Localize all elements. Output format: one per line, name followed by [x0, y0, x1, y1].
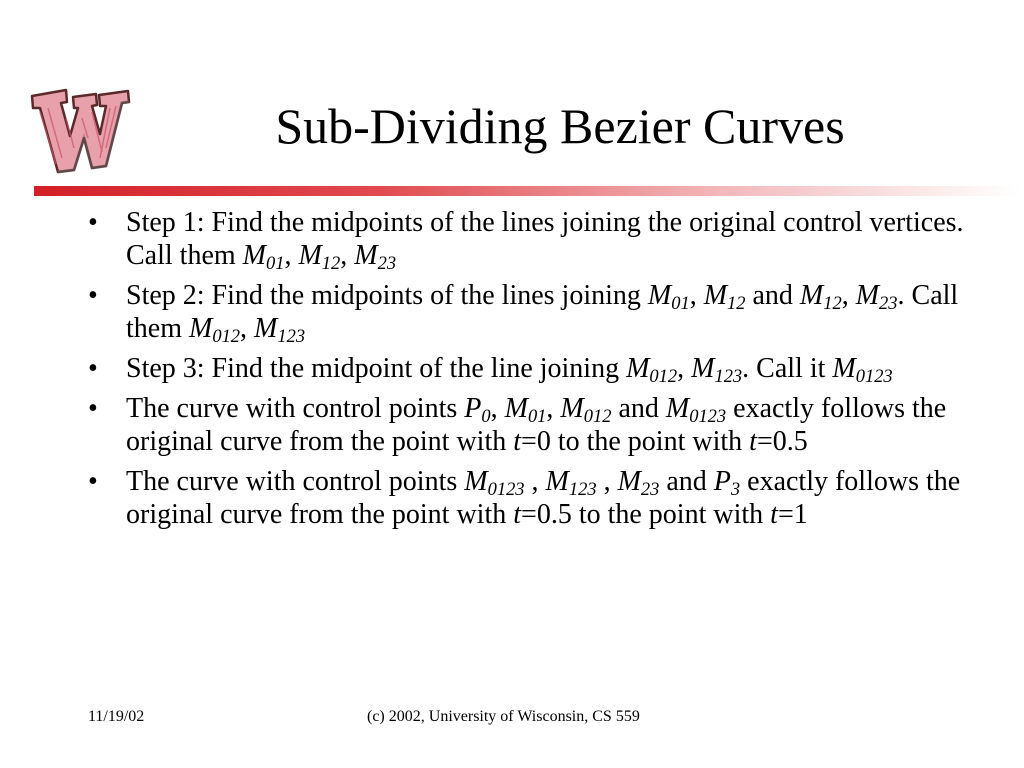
text-run: =0.5 [756, 426, 808, 457]
bullet-item [88, 206, 968, 272]
math-variable: M [855, 280, 880, 311]
text-run: The curve with control points [126, 466, 465, 497]
text-run: , [546, 393, 561, 424]
text-run: =0.5 to the point with [521, 499, 771, 530]
math-subscript: 012 [649, 366, 678, 387]
math-variable: M [560, 393, 584, 424]
math-variable: M [617, 466, 641, 497]
text-run: The curve with control points [126, 393, 465, 424]
math-subscript: 12 [727, 293, 746, 314]
math-variable: M [626, 353, 650, 384]
math-variable: M [354, 240, 378, 271]
math-variable: M [545, 466, 569, 497]
footer-copyright: (c) 2002, University of Wisconsin, CS 559 [367, 708, 640, 725]
math-variable: M [691, 353, 715, 384]
text-run: Step 2: Find the midpoints of the lines joining [126, 280, 648, 311]
slide-title: Sub-Dividing Bezier Curves [275, 98, 845, 154]
bullet-text [126, 466, 960, 530]
math-subscript: 123 [568, 479, 597, 500]
math-variable: M [799, 280, 824, 311]
bullet-marker: • [88, 393, 98, 424]
math-subscript: 01 [527, 406, 547, 427]
text-run: exactly follows the original curve from the point with [126, 393, 947, 457]
math-subscript: 23 [377, 253, 397, 274]
bullet-text [126, 280, 959, 347]
math-subscript: 012 [212, 326, 241, 347]
bullet-marker: • [88, 353, 98, 384]
bullet-marker: • [88, 280, 98, 311]
text-run: , [240, 313, 255, 344]
math-subscript: 23 [640, 479, 660, 500]
text-run: Step 1: Find the midpoints of the lines joining the original control vertices. Call them [126, 207, 964, 271]
bullet-item [88, 279, 968, 345]
math-variable: t [770, 499, 778, 530]
bullet-text [126, 393, 946, 457]
bullet-item [88, 465, 968, 531]
footer-date: 11/19/02 [88, 708, 145, 725]
math-variable: M [242, 240, 266, 271]
bullet-item [88, 352, 968, 385]
bullet-marker: • [88, 207, 98, 238]
math-subscript: 123 [714, 366, 743, 387]
math-subscript: 01 [671, 293, 690, 314]
math-variable: M [647, 280, 672, 311]
title-divider [34, 186, 1020, 196]
text-run: . Call them [126, 280, 959, 344]
text-run: . Call it [742, 353, 833, 384]
bullet-item [88, 392, 968, 458]
math-variable: M [464, 466, 488, 497]
math-subscript: 0 [481, 406, 491, 427]
text-run: exactly follows the original curve from the point with [126, 466, 961, 530]
math-variable: P [464, 393, 482, 424]
text-run: , [490, 393, 505, 424]
math-variable: M [298, 240, 322, 271]
text-run: Step 3: Find the midpoint of the line joining [126, 353, 627, 384]
text-run: , [841, 280, 856, 311]
bullet-text [126, 207, 964, 274]
text-run: , [677, 353, 692, 384]
math-subscript: 012 [583, 406, 612, 427]
math-subscript: 12 [823, 293, 842, 314]
text-run: and [745, 280, 800, 311]
math-subscript: 0123 [689, 406, 727, 427]
text-run: =0 to the point with [521, 426, 750, 457]
math-variable: t [513, 426, 522, 457]
text-run: and [611, 393, 666, 424]
bullet-list [88, 206, 968, 538]
wisconsin-w-logo-icon [26, 78, 134, 182]
math-variable: M [504, 393, 528, 424]
math-subscript: 23 [879, 293, 898, 314]
text-run: , [524, 466, 546, 497]
text-run: and [659, 466, 714, 497]
text-run: , [596, 466, 618, 497]
math-subscript: 0123 [487, 479, 525, 500]
math-subscript: 0123 [855, 366, 893, 387]
text-run: , [284, 240, 299, 271]
math-subscript: 01 [265, 253, 285, 274]
math-subscript: 123 [277, 326, 306, 347]
bullet-marker: • [88, 466, 98, 497]
math-variable: t [749, 426, 757, 457]
math-variable: M [254, 313, 278, 344]
text-run: =1 [777, 499, 808, 530]
math-variable: M [703, 280, 728, 311]
math-variable: M [832, 353, 856, 384]
text-run: , [340, 240, 355, 271]
bullet-text [126, 353, 893, 387]
math-variable: M [665, 393, 690, 424]
math-subscript: 3 [730, 479, 741, 500]
text-run: , [689, 280, 704, 311]
math-variable: P [713, 466, 731, 497]
math-subscript: 12 [321, 253, 341, 274]
math-variable: t [513, 499, 522, 530]
math-variable: M [189, 313, 213, 344]
